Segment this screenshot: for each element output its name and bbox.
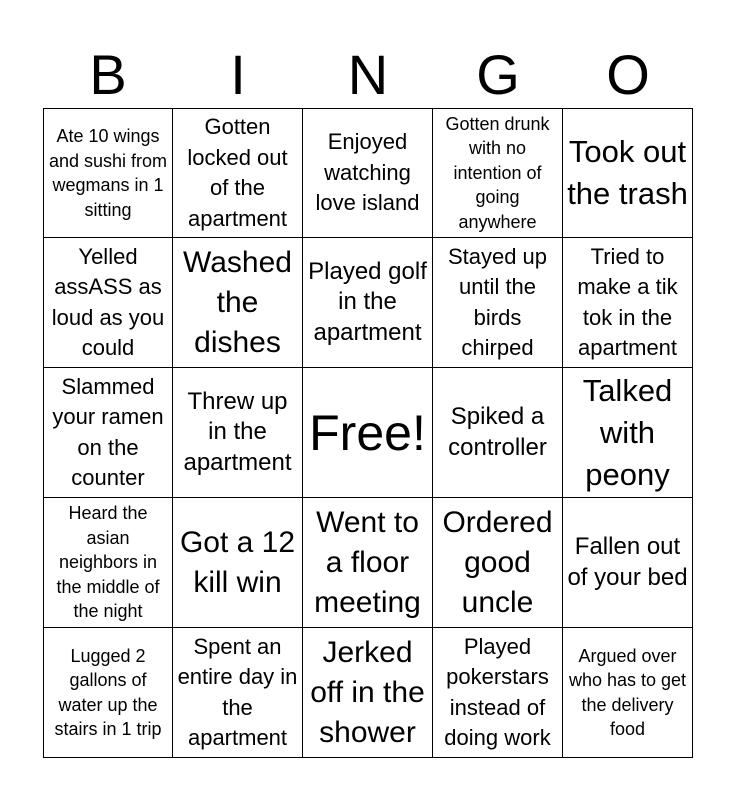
cell-text: Enjoyed watching love island <box>315 129 420 216</box>
cell-text: Stayed up until the birds chirped <box>447 243 548 360</box>
free-space-text: Free! <box>309 404 426 461</box>
bingo-cell[interactable] <box>173 368 303 498</box>
bingo-cell[interactable] <box>303 498 433 628</box>
cell-text: Gotten drunk with no intention of going anywhere <box>445 113 550 232</box>
bingo-cell[interactable] <box>43 628 173 758</box>
cell-text: Lugged 2 gallons of water up the stairs in 1 trip <box>54 645 162 739</box>
header-letter-o: O <box>606 43 650 106</box>
cell-text: Gotten locked out of the apartment <box>187 114 288 231</box>
header-letter-n: N <box>347 43 389 106</box>
header-letter-g: G <box>476 43 520 106</box>
cell-text: Argued over who has to get the delivery food <box>568 645 687 739</box>
bingo-cell[interactable] <box>43 368 173 498</box>
cell-text: Spent an entire day in the apartment <box>177 633 298 750</box>
bingo-cell[interactable] <box>43 108 173 238</box>
cell-text: Slammed your ramen on the counter <box>52 373 164 490</box>
bingo-cell[interactable] <box>563 238 693 368</box>
bingo-cell[interactable] <box>563 498 693 628</box>
bingo-cell[interactable] <box>563 628 693 758</box>
bingo-cell[interactable] <box>173 238 303 368</box>
header-letter-i: I <box>230 43 246 106</box>
bingo-cell[interactable] <box>433 368 563 498</box>
bingo-cell[interactable] <box>173 108 303 238</box>
cell-text: Heard the asian neighbors in the middle of the night <box>56 503 160 622</box>
cell-text: Got a 12 kill win <box>179 525 296 599</box>
bingo-cell[interactable] <box>433 238 563 368</box>
bingo-cell[interactable] <box>303 238 433 368</box>
cell-text: Played pokerstars instead of doing work <box>444 633 551 750</box>
bingo-cell[interactable] <box>563 368 693 498</box>
bingo-cell[interactable] <box>303 628 433 758</box>
cell-text: Talked with peony <box>582 372 673 492</box>
cell-text: Fallen out of your bed <box>567 533 688 591</box>
bingo-cell[interactable] <box>43 238 173 368</box>
cell-text: Went to a floor meeting <box>314 505 421 619</box>
cell-text: Yelled assASS as loud as you could <box>51 243 165 360</box>
cell-text: Tried to make a tik tok in the apartment <box>577 243 678 360</box>
bingo-cell[interactable] <box>563 108 693 238</box>
bingo-cell[interactable] <box>173 628 303 758</box>
free-space[interactable] <box>303 368 433 498</box>
cell-text: Jerked off in the shower <box>310 635 425 749</box>
cell-text: Threw up in the apartment <box>183 387 292 476</box>
bingo-cell[interactable] <box>433 108 563 238</box>
cell-text: Ate 10 wings and sushi from wegmans in 1 sitting <box>48 126 168 220</box>
cell-text: Ordered good uncle <box>442 505 553 619</box>
bingo-cell[interactable] <box>303 108 433 238</box>
bingo-cell[interactable] <box>173 498 303 628</box>
bingo-cell[interactable] <box>433 498 563 628</box>
cell-text: Spiked a controller <box>448 403 547 461</box>
bingo-grid <box>43 108 693 758</box>
bingo-cell[interactable] <box>433 628 563 758</box>
bingo-header <box>43 42 693 108</box>
cell-text: Washed the dishes <box>183 245 292 359</box>
bingo-cell[interactable] <box>43 498 173 628</box>
cell-text: Played golf in the apartment <box>308 257 427 346</box>
header-letter-b: B <box>89 43 127 106</box>
cell-text: Took out the trash <box>567 134 688 211</box>
